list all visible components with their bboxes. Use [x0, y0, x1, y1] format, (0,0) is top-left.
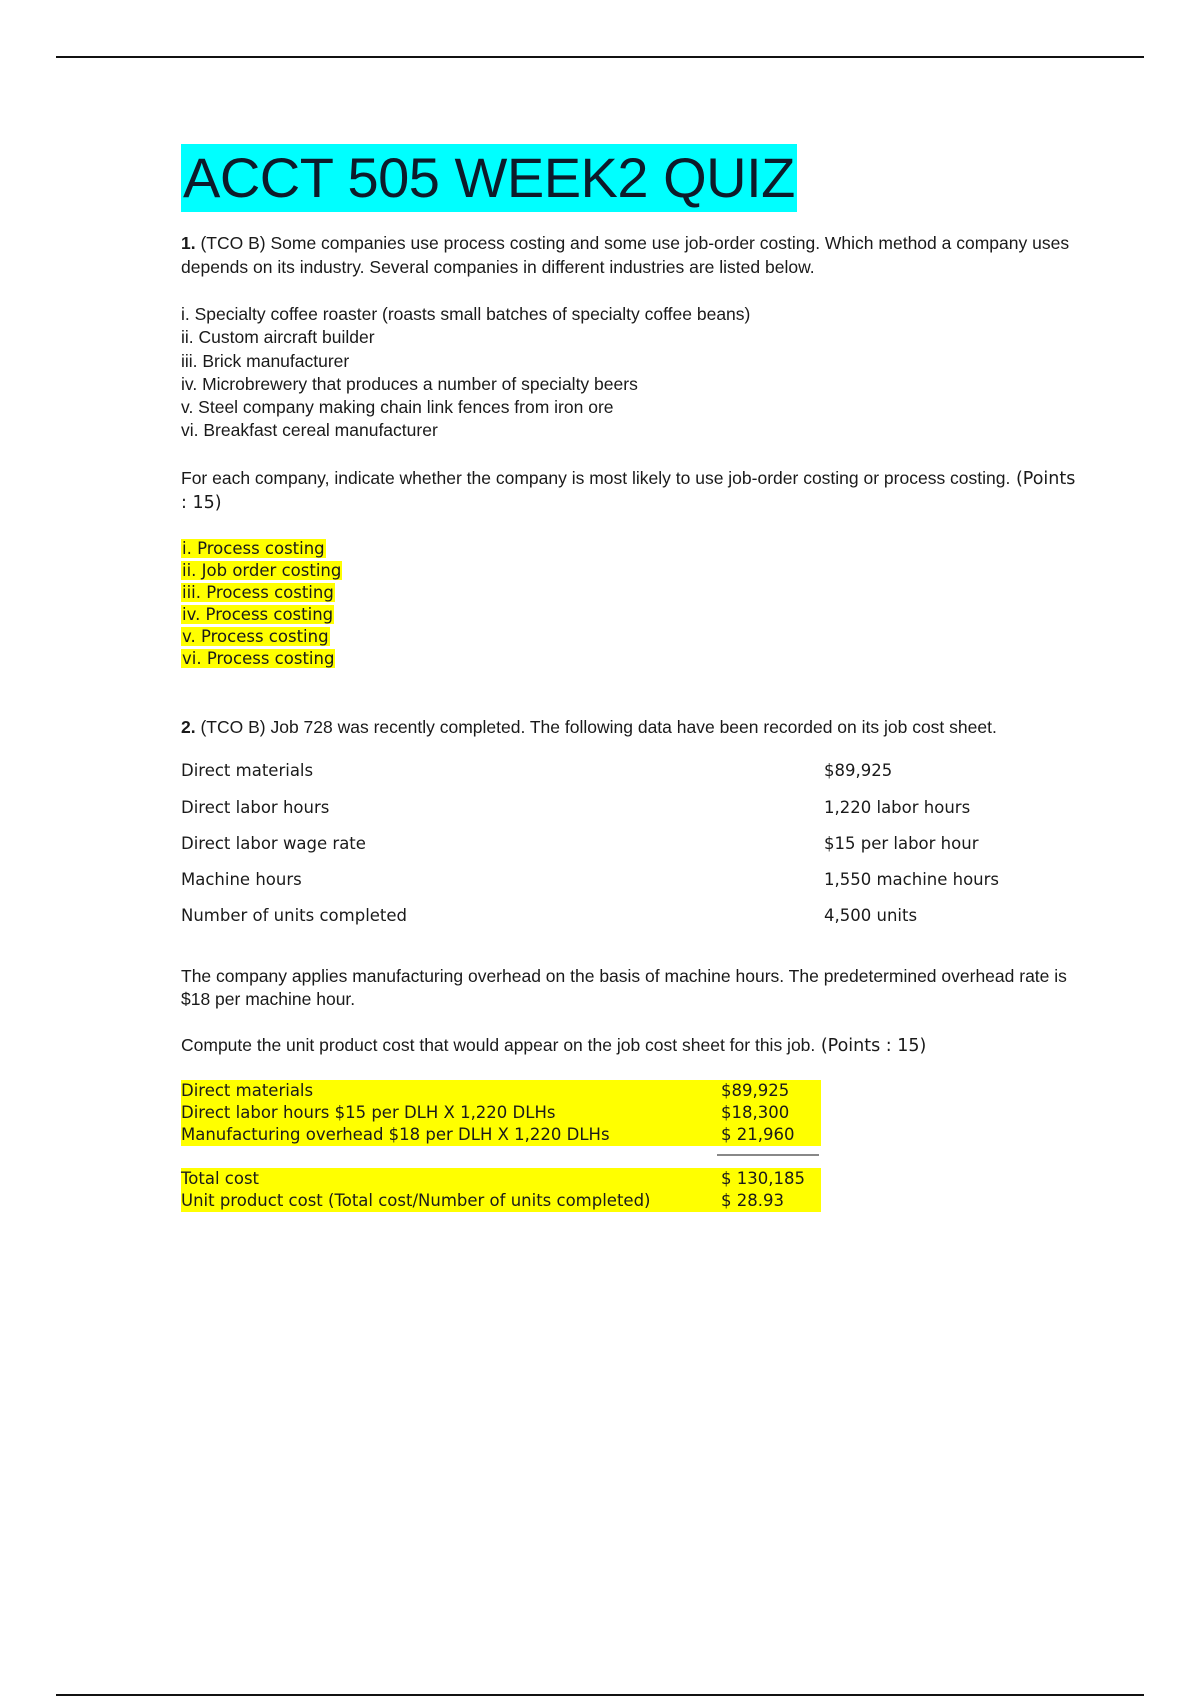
- calc-value: $89,925: [721, 1081, 790, 1101]
- job-cost-data-table: [181, 761, 1081, 942]
- question-1-instruction: [181, 467, 1081, 516]
- calc-value: $18,300: [721, 1103, 790, 1123]
- calc-row: [181, 1102, 1081, 1124]
- document-body: [181, 144, 1081, 1212]
- calc-row: [181, 1080, 1081, 1102]
- calc-label: Direct labor hours $15 per DLH X 1,220 DLHs: [181, 1103, 556, 1123]
- compute-text: Compute the unit product cost that would appear on the job cost sheet for this job.: [181, 1034, 816, 1055]
- answer-item: iv. Process costing: [182, 604, 334, 624]
- page-title: ACCT 505 WEEK2 QUIZ: [181, 144, 797, 212]
- question-2-number: 2.: [181, 716, 196, 737]
- points-label: (Points : 15): [181, 468, 1076, 514]
- list-item: iv. Microbrewery that produces a number of specialty beers: [181, 373, 638, 394]
- calc-value: $ 28.93: [721, 1191, 784, 1211]
- instruction-text: For each company, indicate whether the company is most likely to use job-order costing or process costing.: [181, 467, 1011, 488]
- calc-row: [181, 1168, 1081, 1190]
- question-1-text: [181, 232, 1081, 279]
- calc-row: [181, 1124, 1081, 1146]
- table-row: [181, 870, 1081, 906]
- calc-label: Unit product cost (Total cost/Number of units completed): [181, 1191, 651, 1211]
- row-value: 4,500 units: [824, 906, 918, 926]
- top-rule: [56, 56, 1144, 58]
- row-label: Number of units completed: [181, 906, 408, 926]
- calc-value: $ 130,185: [721, 1169, 805, 1189]
- answer-item: iii. Process costing: [182, 582, 334, 602]
- list-item: iii. Brick manufacturer: [181, 350, 350, 371]
- question-2-text: [181, 716, 1081, 740]
- company-list: [181, 303, 1081, 443]
- calc-value: $ 21,960: [721, 1125, 795, 1145]
- list-item: i. Specialty coffee roaster (roasts small batches of specialty coffee beans): [181, 304, 751, 324]
- calc-label: Total cost: [181, 1169, 260, 1189]
- list-item: ii. Custom aircraft builder: [181, 327, 375, 348]
- question-2-body: (TCO B) Job 728 was recently completed. The following data have been recorded on its job cost sheet.: [195, 716, 997, 737]
- compute-instruction: [181, 1034, 1081, 1059]
- question-1-number: 1.: [181, 233, 196, 253]
- table-row: [181, 834, 1081, 870]
- answer-item: v. Process costing: [182, 626, 329, 646]
- row-value: $15 per labor hour: [824, 833, 979, 853]
- list-item: vi. Breakfast cereal manufacturer: [181, 420, 438, 441]
- table-row: [181, 798, 1081, 834]
- calc-label: Manufacturing overhead $18 per DLH X 1,220 DLHs: [181, 1125, 610, 1145]
- table-row: [181, 761, 1081, 797]
- row-value: 1,550 machine hours: [824, 870, 1000, 890]
- question-1-body: (TCO B) Some companies use process costing and some use job-order costing. Which method a company uses depends on its industry. Several companies in different industries are listed below.: [181, 233, 1070, 277]
- calc-spacer: [181, 1146, 1081, 1168]
- row-value: $89,925: [824, 761, 893, 781]
- question-1-answers: [181, 538, 1081, 670]
- row-label: Machine hours: [181, 870, 302, 890]
- answer-calculation: [181, 1080, 1081, 1212]
- answer-item: i. Process costing: [182, 538, 325, 558]
- answer-item: ii. Job order costing: [182, 560, 342, 580]
- overhead-text: The company applies manufacturing overhead on the basis of machine hours. The predetermined overhead rate is $18 per machine hour.: [181, 965, 1067, 1010]
- list-item: v. Steel company making chain link fences from iron ore: [181, 397, 614, 418]
- answer-item: vi. Process costing: [182, 648, 335, 668]
- points-label: (Points : 15): [815, 1035, 927, 1056]
- table-row: [181, 906, 1081, 942]
- row-value: 1,220 labor hours: [824, 797, 971, 817]
- row-label: Direct labor wage rate: [181, 833, 366, 853]
- row-label: Direct labor hours: [181, 797, 330, 817]
- bottom-rule: [56, 1694, 1144, 1696]
- calc-row: [181, 1190, 1081, 1212]
- row-label: Direct materials: [181, 761, 314, 781]
- calc-label: Direct materials: [181, 1081, 314, 1101]
- total-underline: [717, 1154, 819, 1156]
